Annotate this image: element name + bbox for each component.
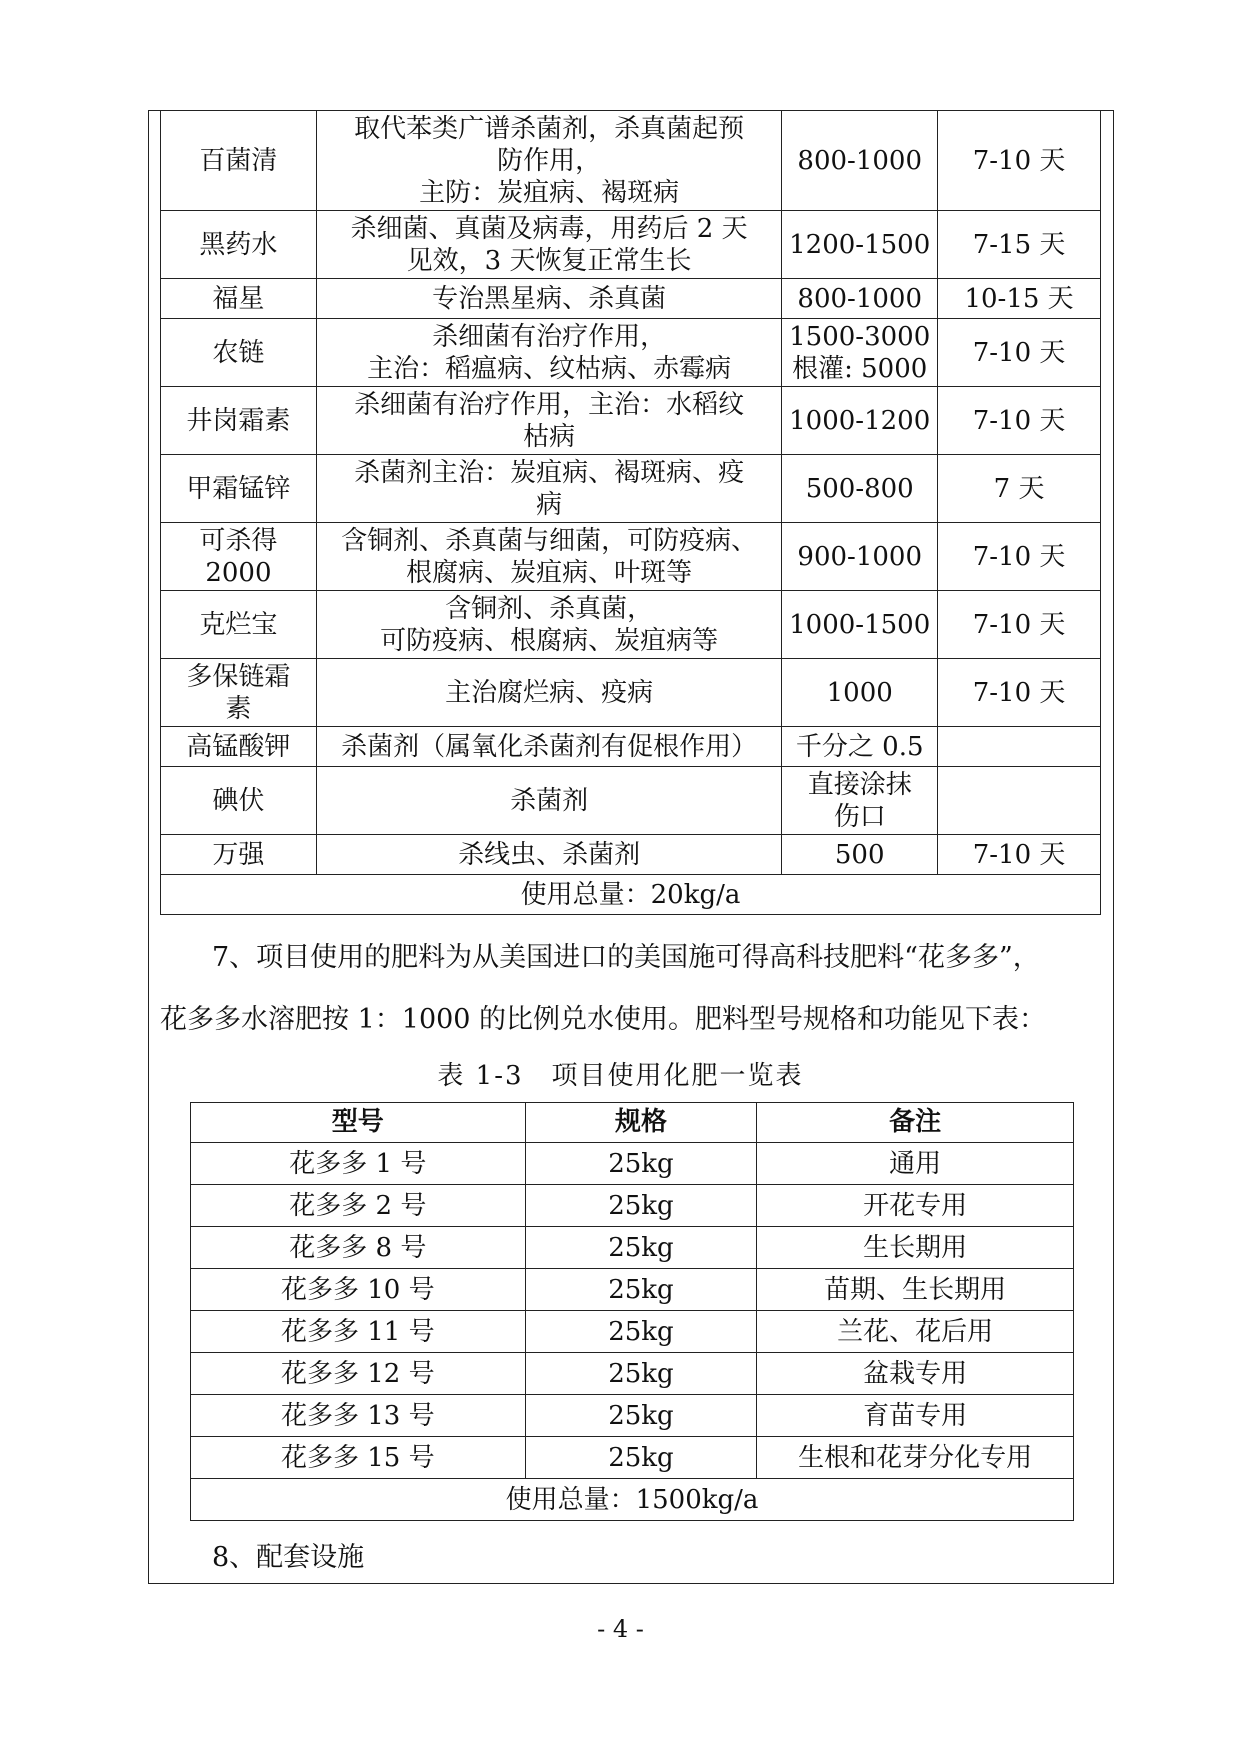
table-cell: 25kg	[525, 1227, 757, 1269]
table-row	[191, 1269, 1074, 1311]
agent-name-line: 2000	[205, 557, 272, 588]
table-cell: 苗期、生长期用	[757, 1269, 1074, 1311]
table-cell: 花多多 13 号	[191, 1395, 526, 1437]
table-cell: 花多多 15 号	[191, 1437, 526, 1479]
table-row	[161, 835, 1101, 875]
dilution-cell	[782, 591, 938, 659]
table-caption: 表 1-3 项目使用化肥一览表	[437, 1061, 804, 1091]
agent-name-cell: 甲霜锰锌	[161, 455, 317, 523]
table-cell: 25kg	[525, 1185, 757, 1227]
description-cell	[316, 211, 781, 279]
table-cell: 开花专用	[757, 1185, 1074, 1227]
table-row	[161, 767, 1101, 835]
table-row	[161, 111, 1101, 211]
description-line: 主治腐烂病、疫病	[445, 677, 654, 708]
table-cell: 花多多 10 号	[191, 1269, 526, 1311]
table-cell: 育苗专用	[757, 1395, 1074, 1437]
description-line: 可防疫病、根腐病、炭疽病等	[380, 625, 719, 656]
description-line: 主防：炭疽病、褐斑病	[419, 177, 680, 208]
table-cell: 25kg	[525, 1269, 757, 1311]
description-cell	[316, 455, 781, 523]
agent-name-cell: 高锰酸钾	[161, 727, 317, 767]
dilution-cell	[782, 659, 938, 727]
header-row	[191, 1103, 1074, 1143]
description-cell	[316, 727, 781, 767]
paragraph-fertilizer-usage: 花多多水溶肥按 1：1000 的比例兑水使用。肥料型号规格和功能见下表：	[160, 1004, 1047, 1035]
agent-name-cell	[161, 659, 317, 727]
table-cell: 兰花、花后用	[757, 1311, 1074, 1353]
dilution-line: 1000-1200	[789, 405, 931, 436]
table-cell: 25kg	[525, 1437, 757, 1479]
dilution-cell	[782, 767, 938, 835]
table-cell: 25kg	[525, 1311, 757, 1353]
table-row	[191, 1353, 1074, 1395]
column-header: 备注	[757, 1103, 1074, 1143]
agent-name-cell: 井岗霜素	[161, 387, 317, 455]
agent-name-cell: 万强	[161, 835, 317, 875]
table-row	[191, 1437, 1074, 1479]
interval-cell: 7-10 天	[938, 387, 1101, 455]
dilution-cell	[782, 211, 938, 279]
table-row	[161, 319, 1101, 387]
table-cell: 生长期用	[757, 1227, 1074, 1269]
description-line: 取代苯类广谱杀菌剂，杀真菌起预	[354, 113, 745, 144]
dilution-cell	[782, 835, 938, 875]
table-row	[161, 211, 1101, 279]
pesticide-table	[160, 110, 1101, 915]
table-cell: 25kg	[525, 1353, 757, 1395]
description-line: 主治：稻瘟病、纹枯病、赤霉病	[367, 353, 732, 384]
description-line: 杀细菌、真菌及病毒，用药后 2 天	[350, 213, 748, 244]
agent-name-line: 多保链霜	[186, 661, 291, 692]
description-line: 杀菌剂	[510, 785, 589, 816]
table-cell: 25kg	[525, 1143, 757, 1185]
description-line: 见效，3 天恢复正常生长	[406, 245, 692, 276]
interval-cell	[938, 727, 1101, 767]
dilution-line: 1500-3000	[789, 321, 931, 352]
description-line: 枯病	[523, 421, 576, 452]
total-row	[161, 875, 1101, 915]
description-line: 专治黑星病、杀真菌	[432, 283, 667, 314]
description-cell	[316, 111, 781, 211]
table-row	[191, 1143, 1074, 1185]
interval-cell: 7 天	[938, 455, 1101, 523]
dilution-cell	[782, 111, 938, 211]
agent-name-cell	[161, 523, 317, 591]
interval-cell: 7-10 天	[938, 523, 1101, 591]
agent-name-cell: 福星	[161, 279, 317, 319]
dilution-line: 1200-1500	[789, 229, 931, 260]
dilution-line: 根灌: 5000	[792, 353, 928, 384]
agent-name-line: 素	[225, 693, 252, 724]
agent-name-cell: 农链	[161, 319, 317, 387]
page-number: - 4 -	[597, 1615, 644, 1643]
interval-cell: 10-15 天	[938, 279, 1101, 319]
dilution-cell	[782, 387, 938, 455]
dilution-line: 1000-1500	[789, 609, 931, 640]
table-cell: 盆栽专用	[757, 1353, 1074, 1395]
table-row	[191, 1185, 1074, 1227]
description-line: 杀菌剂（属氧化杀菌剂有促根作用）	[341, 731, 758, 762]
paragraph-fertilizer-intro: 7、项目使用的肥料为从美国进口的美国施可得高科技肥料“花多多”，	[212, 942, 1040, 973]
description-cell	[316, 387, 781, 455]
description-line: 防作用，	[497, 145, 602, 176]
interval-cell	[938, 767, 1101, 835]
table-cell: 通用	[757, 1143, 1074, 1185]
description-line: 病	[536, 489, 563, 520]
table-row	[161, 455, 1101, 523]
dilution-line: 900-1000	[797, 541, 922, 572]
table-row	[161, 279, 1101, 319]
table-row	[161, 727, 1101, 767]
description-cell	[316, 767, 781, 835]
interval-cell: 7-10 天	[938, 591, 1101, 659]
interval-cell: 7-10 天	[938, 319, 1101, 387]
interval-cell: 7-10 天	[938, 111, 1101, 211]
table-cell: 花多多 12 号	[191, 1353, 526, 1395]
table-cell: 生根和花芽分化专用	[757, 1437, 1074, 1479]
column-header: 规格	[525, 1103, 757, 1143]
dilution-line: 伤口	[833, 801, 886, 832]
column-header: 型号	[191, 1103, 526, 1143]
dilution-cell	[782, 319, 938, 387]
description-line: 杀菌剂主治：炭疽病、褐斑病、疫	[354, 457, 745, 488]
table-row	[191, 1395, 1074, 1437]
agent-name-cell: 黑药水	[161, 211, 317, 279]
table-cell: 花多多 2 号	[191, 1185, 526, 1227]
dilution-line: 1000	[826, 677, 893, 708]
interval-cell: 7-10 天	[938, 659, 1101, 727]
description-line: 杀线虫、杀菌剂	[458, 839, 641, 870]
dilution-line: 直接涂抹	[807, 769, 912, 800]
agent-name-cell: 克烂宝	[161, 591, 317, 659]
fertilizer-table	[190, 1102, 1074, 1521]
paragraph-supporting-facilities: 8、配套设施	[212, 1542, 365, 1573]
interval-cell: 7-10 天	[938, 835, 1101, 875]
table-row	[191, 1227, 1074, 1269]
total-cell: 使用总量：1500kg/a	[191, 1479, 1074, 1521]
agent-name-cell: 百菌清	[161, 111, 317, 211]
description-cell	[316, 591, 781, 659]
table-cell: 25kg	[525, 1395, 757, 1437]
description-cell	[316, 279, 781, 319]
dilution-line: 千分之 0.5	[795, 731, 924, 762]
dilution-cell	[782, 727, 938, 767]
table-row	[161, 387, 1101, 455]
table-row	[161, 523, 1101, 591]
dilution-line: 500	[834, 839, 885, 870]
table-cell: 花多多 11 号	[191, 1311, 526, 1353]
table-row	[161, 591, 1101, 659]
dilution-line: 800-1000	[797, 283, 922, 314]
description-line: 根腐病、炭疽病、叶斑等	[406, 557, 693, 588]
description-cell	[316, 523, 781, 591]
table-cell: 花多多 8 号	[191, 1227, 526, 1269]
agent-name-line: 可杀得	[199, 525, 278, 556]
total-row	[191, 1479, 1074, 1521]
description-line: 杀细菌有治疗作用，	[432, 321, 667, 352]
total-cell: 使用总量：20kg/a	[161, 875, 1101, 915]
description-cell	[316, 659, 781, 727]
description-line: 含铜剂、杀真菌与细菌，可防疫病、	[341, 525, 758, 556]
description-line: 杀细菌有治疗作用，主治：水稻纹	[354, 389, 745, 420]
dilution-cell	[782, 455, 938, 523]
description-cell	[316, 835, 781, 875]
dilution-cell	[782, 523, 938, 591]
agent-name-cell: 碘伏	[161, 767, 317, 835]
table-row	[191, 1311, 1074, 1353]
dilution-line: 800-1000	[797, 145, 922, 176]
table-row	[161, 659, 1101, 727]
description-line: 含铜剂、杀真菌，	[445, 593, 654, 624]
dilution-cell	[782, 279, 938, 319]
interval-cell: 7-15 天	[938, 211, 1101, 279]
dilution-line: 500-800	[805, 473, 914, 504]
description-cell	[316, 319, 781, 387]
table-cell: 花多多 1 号	[191, 1143, 526, 1185]
